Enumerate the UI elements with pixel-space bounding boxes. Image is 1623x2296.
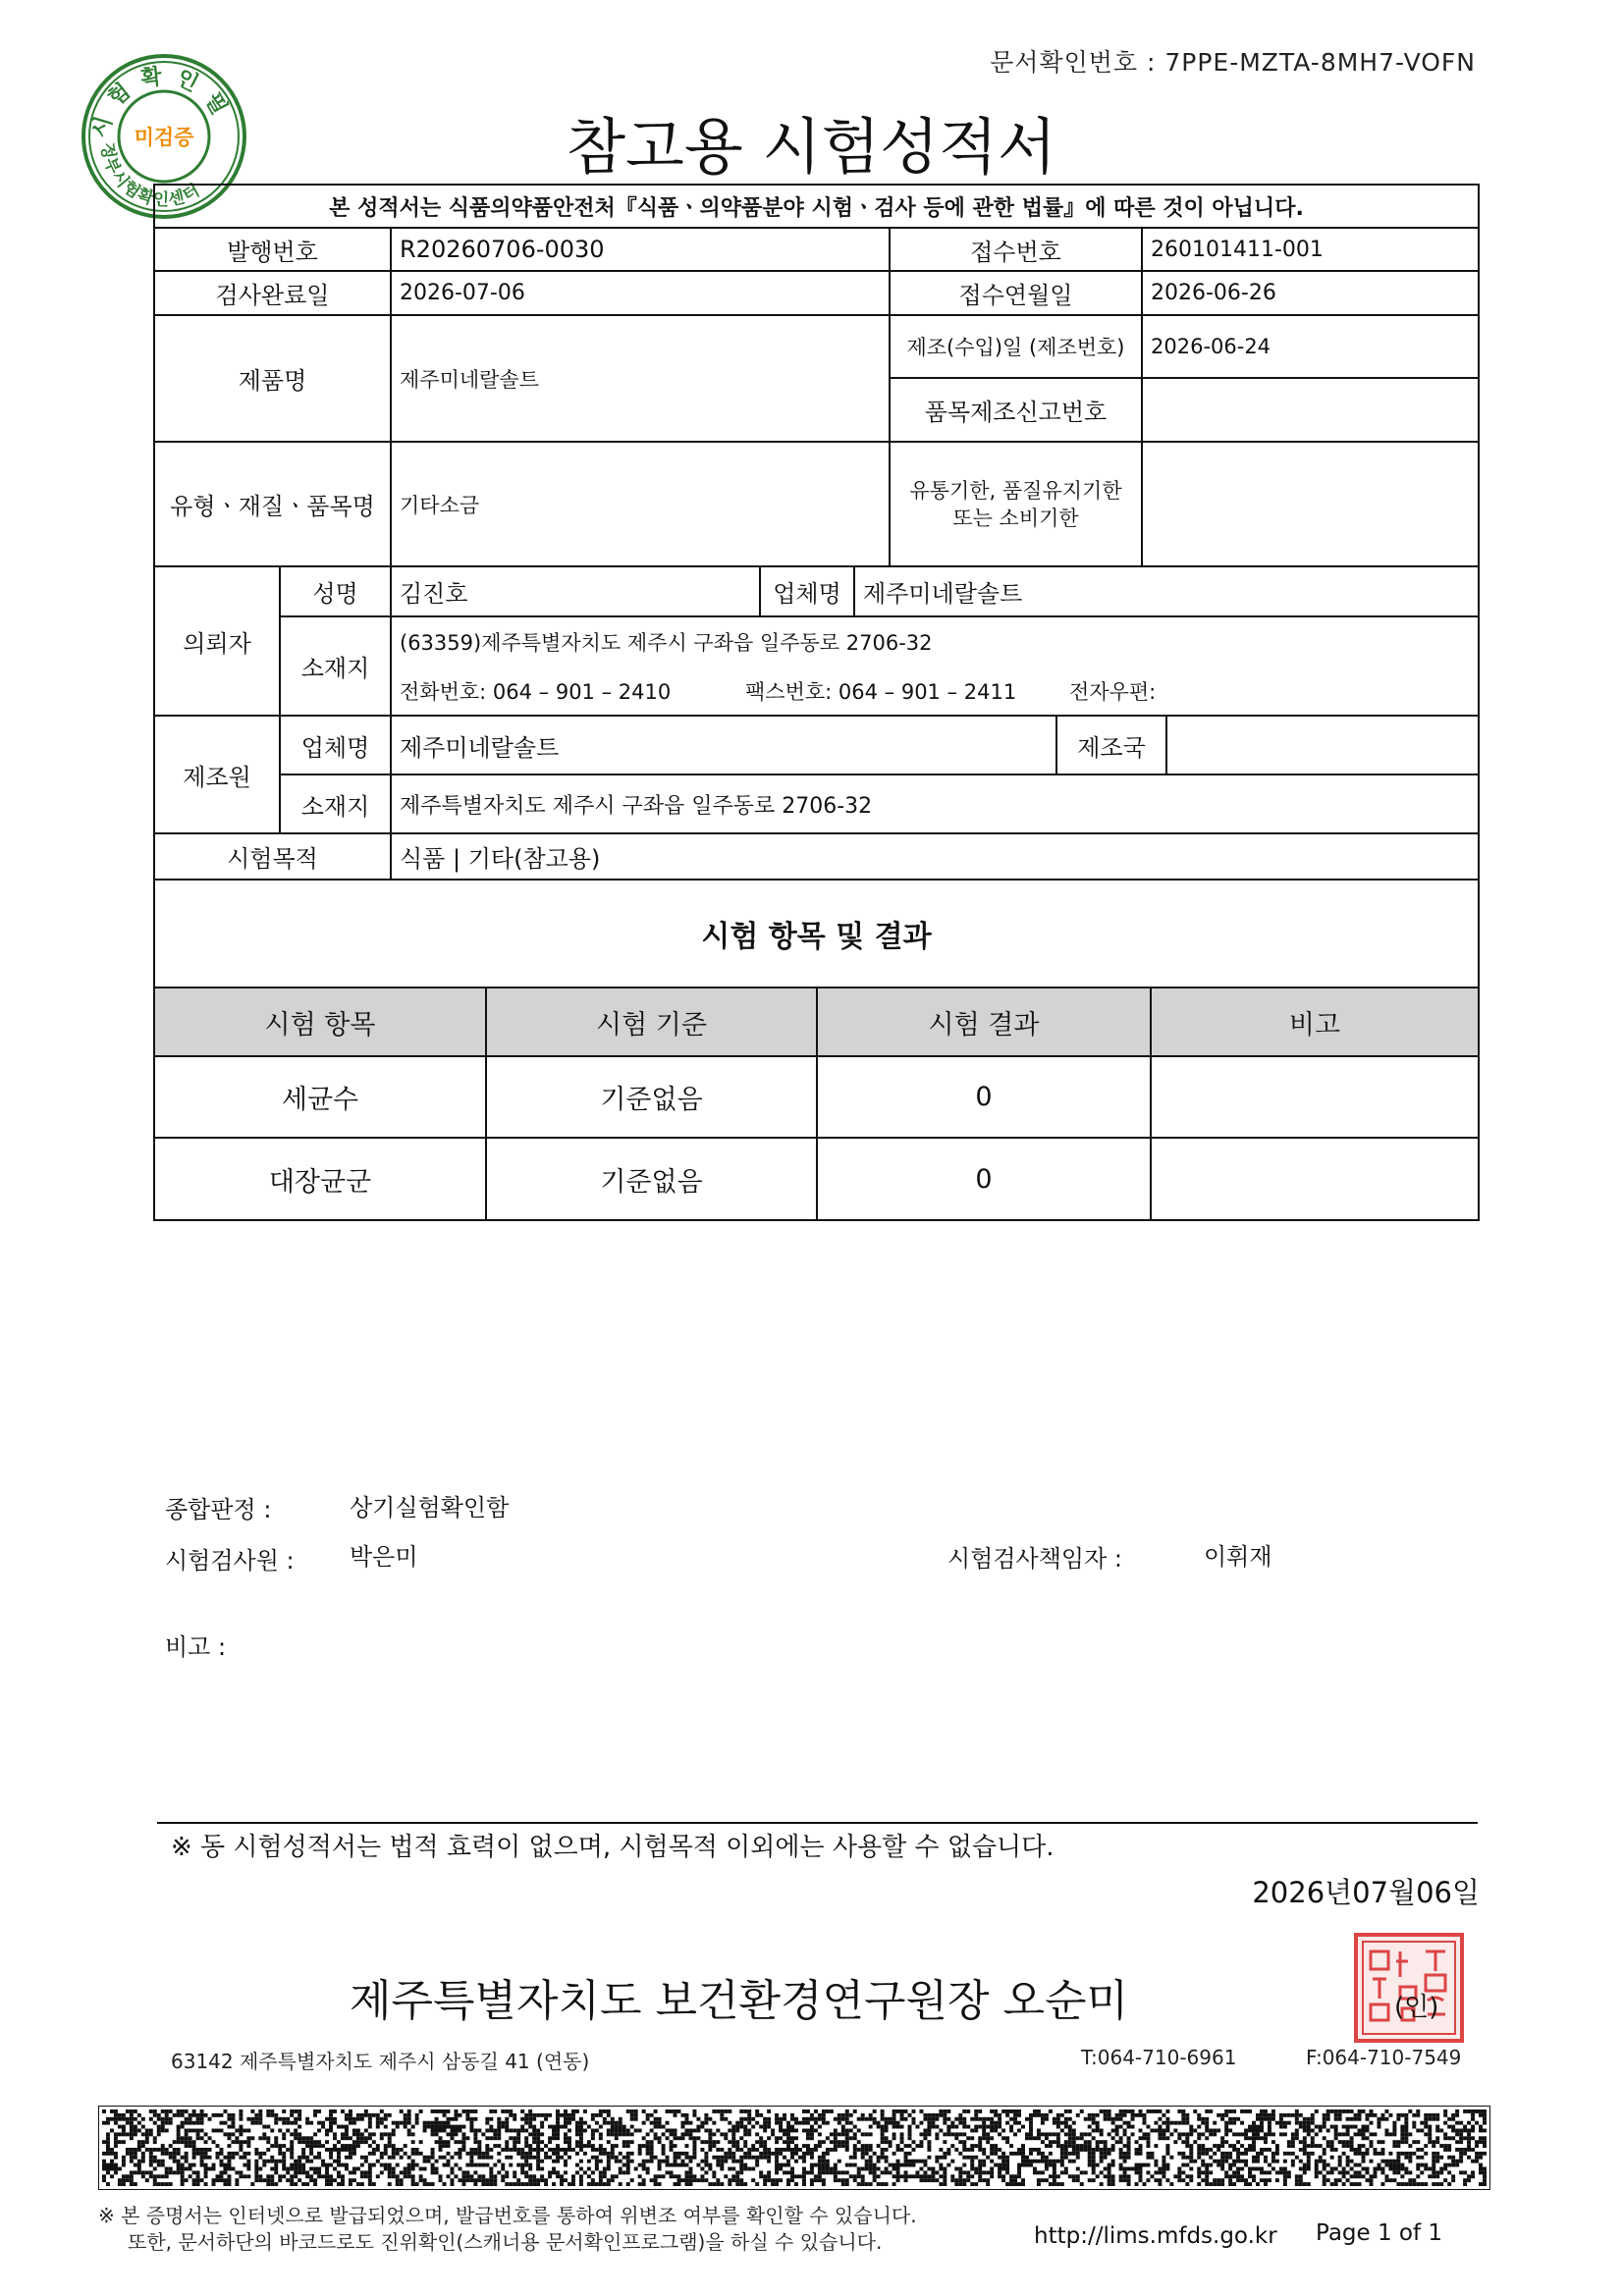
judgement-value: 상기실험확인함: [350, 1494, 510, 1522]
type-label: 유형ㆍ재질ㆍ품목명: [153, 441, 392, 567]
result-item: 대장균군: [153, 1137, 487, 1221]
product-label: 제품명: [153, 314, 392, 443]
result-note: [1150, 1137, 1480, 1221]
seal-outer-text: 시험확인필: [87, 63, 238, 141]
document-barcode: [98, 2106, 1490, 2190]
client-name-label: 성명: [279, 565, 392, 617]
receipt-date-value: 2026-06-26: [1141, 270, 1480, 316]
receipt-no-value: 260101411-001: [1141, 227, 1480, 272]
barcode-verify-note: 또한, 문서하단의 바코드로도 진위확인(스캐너용 문서확인프로그램)을 하실 수 있습니다.: [128, 2230, 883, 2254]
issuer-address: 63142 제주특별자치도 제주시 삼동길 41 (연동): [171, 2050, 590, 2073]
mfg-date-value: 2026-06-24: [1141, 314, 1480, 379]
result-standard: 기준없음: [485, 1137, 818, 1221]
issuer-name: 제주특별자치도 보건환경연구원장 오순미: [350, 1976, 1129, 2026]
seal-mark: (인): [1394, 1993, 1439, 2022]
purpose-label: 시험목적: [153, 832, 392, 881]
seal-bottom-text: 정부시험확인센터: [96, 140, 204, 211]
mfg-date-label: 제조(수입)일 (제조번호): [889, 314, 1143, 379]
maker-company-label: 업체명: [279, 715, 392, 775]
report-no-label: 품목제조신고번호: [889, 377, 1143, 443]
maker-country-value: [1165, 715, 1480, 775]
internet-issue-note: ※ 본 증명서는 인터넷으로 발급되었으며, 발급번호를 통하여 위변조 여부를 확인할 수 있습니다.: [98, 2204, 917, 2227]
inspect-done-value: 2026-07-06: [390, 270, 891, 316]
result-value: 0: [816, 1137, 1152, 1221]
maker-company-value: 제주미네랄솔트: [390, 715, 1057, 775]
client-company-value: 제주미네랄솔트: [853, 565, 1480, 617]
result-value: 0: [816, 1055, 1152, 1139]
judgement-label: 종합판정 :: [165, 1496, 272, 1523]
issue-date: 2026년07월06일: [1252, 1876, 1480, 1909]
report-no-value: [1141, 377, 1480, 443]
results-header-result: 시험 결과: [816, 987, 1152, 1057]
expiry-label-line1: 유통기한, 품질유지기한: [909, 478, 1122, 503]
result-note: [1150, 1055, 1480, 1139]
notice-banner: 본 성적서는 식품의약품안전처『식품ㆍ의약품분야 시험ㆍ검사 등에 관한 법률』에 따른 것이 아닙니다.: [153, 184, 1480, 229]
issue-no-value: R20260706-0030: [390, 227, 891, 272]
results-header-note: 비고: [1150, 987, 1480, 1057]
page-title: 참고용 시험성적서: [567, 111, 1056, 183]
client-addr-value: (63359)제주특별자치도 제주시 구좌읍 일주동로 2706-32: [400, 630, 933, 655]
results-header-item: 시험 항목: [153, 987, 487, 1057]
document-confirm-number: 문서확인번호 : 7PPE-MZTA-8MH7-VOFN: [990, 48, 1476, 77]
remark-label: 비고 :: [165, 1633, 227, 1661]
manager-label: 시험검사책임자 :: [947, 1545, 1123, 1573]
client-name-value: 김진호: [390, 565, 761, 617]
type-value: 기타소금: [390, 441, 891, 567]
issuer-fax: F:064-710-7549: [1306, 2046, 1462, 2069]
client-contact-line: [400, 676, 1156, 706]
inspector-label: 시험검사원 :: [165, 1547, 295, 1575]
client-email: 전자우편:: [1069, 679, 1157, 704]
client-company-label: 업체명: [759, 565, 855, 617]
maker-addr-value: 제주특별자치도 제주시 구좌읍 일주동로 2706-32: [390, 774, 1480, 834]
maker-addr-label: 소재지: [279, 774, 392, 834]
client-label: 의뢰자: [153, 565, 281, 717]
legal-note: ※ 동 시험성적서는 법적 효력이 없으며, 시험목적 이외에는 사용할 수 없습니다.: [171, 1833, 1055, 1862]
expiry-label-line2: 또는 소비기한: [952, 506, 1079, 530]
issue-no-label: 발행번호: [153, 227, 392, 272]
product-value: 제주미네랄솔트: [390, 314, 891, 443]
page-indicator: Page 1 of 1: [1316, 2220, 1443, 2246]
purpose-value: 식품 | 기타(참고용): [390, 832, 1480, 881]
maker-country-label: 제조국: [1055, 715, 1167, 775]
receipt-date-label: 접수연월일: [889, 270, 1143, 316]
expiry-label: [889, 441, 1143, 567]
expiry-value: [1141, 441, 1480, 567]
client-addr-label: 소재지: [279, 615, 392, 717]
results-title: 시험 항목 및 결과: [153, 879, 1480, 988]
seal-center-text: 미검증: [134, 126, 194, 149]
issuer-tel: T:064-710-6961: [1081, 2046, 1237, 2069]
result-item: 세균수: [153, 1055, 487, 1139]
inspector-value: 박은미: [350, 1543, 418, 1571]
divider: [157, 1822, 1478, 1824]
client-phone: 전화번호: 064 – 901 – 2410: [400, 679, 672, 704]
maker-label: 제조원: [153, 715, 281, 834]
inspect-done-label: 검사완료일: [153, 270, 392, 316]
client-addr-block: [390, 615, 1480, 717]
lims-url-link[interactable]: http://lims.mfds.go.kr: [1034, 2223, 1277, 2249]
results-header-standard: 시험 기준: [485, 987, 818, 1057]
result-standard: 기준없음: [485, 1055, 818, 1139]
receipt-no-label: 접수번호: [889, 227, 1143, 272]
client-fax: 팩스번호: 064 – 901 – 2411: [745, 679, 1017, 704]
manager-value: 이휘재: [1204, 1543, 1272, 1571]
